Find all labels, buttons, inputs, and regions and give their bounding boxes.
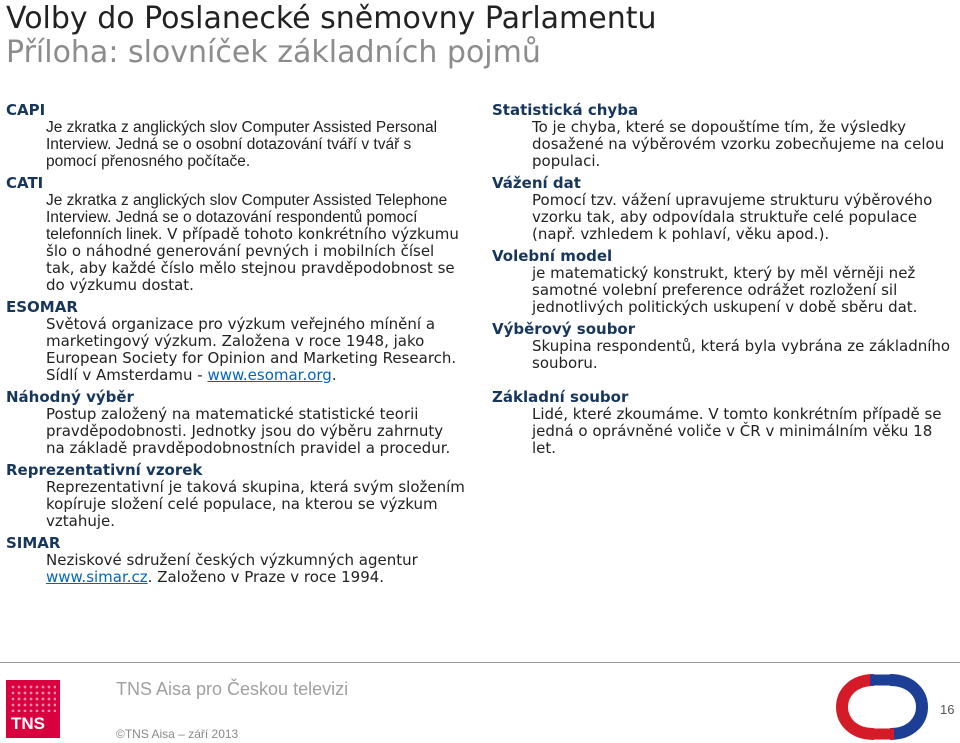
definition-simar-end: . Založeno v Praze v roce 1994. — [147, 568, 385, 586]
page-title: Volby do Poslanecké sněmovny Parlamentu — [6, 1, 657, 36]
term-election-model: Volební model — [492, 247, 613, 265]
glossary-entry-sample-set — [492, 321, 952, 372]
definition-random-sample: Postup založený na matematické statistické teorii pravděpodobnosti. Jednotky jsou do výběru zahrnuty na základě pravděpodobnostních pravidel a procedur. — [46, 405, 451, 457]
glossary-entry-weighting — [492, 175, 952, 243]
definition-simar-text: Neziskové sdružení českých výzkumných agentur — [46, 551, 418, 569]
footer-organization: TNS Aisa pro Českou televizi — [116, 679, 349, 699]
term-sample-set: Výběrový soubor — [492, 320, 636, 338]
page-number: 16 — [940, 702, 955, 717]
glossary-left-column — [6, 102, 466, 591]
term-weighting: Vážení dat — [492, 174, 581, 192]
tns-logo — [6, 680, 60, 738]
definition-simar — [46, 552, 466, 586]
definition-cati-part2: V případě tohoto konkrétního výzkumu šlo o náhodné generování pevných i mobilních čísel tak, aby každé číslo mělo stejnou pravděpodobnost se do výzkumu dostat. — [46, 225, 459, 294]
term-random-sample: Náhodný výběr — [6, 388, 134, 406]
definition-base-set: Lidé, které zkoumáme. V tomto konkrétním případě se jedná o oprávněné voliče v ČR v minimálním věku 18 let. — [532, 405, 942, 457]
definition-cati-part1: Je zkratka z anglických slov Computer Assisted Telephone Interview. Jedná se o dotazování respondentů pomocí telefonních linek. — [46, 192, 448, 243]
term-simar: SIMAR — [6, 534, 61, 552]
definition-esomar-end: . — [331, 366, 337, 384]
definition-esomar — [46, 316, 466, 384]
tns-logo-text: TNS — [11, 714, 45, 733]
footer-divider — [0, 662, 960, 663]
glossary-entry-esomar — [6, 299, 466, 384]
footer-copyright: ©TNS Aisa – září 2013 — [116, 727, 239, 741]
definition-capi: Je zkratka z anglických slov Computer Assisted Personal Interview. Jedná se o osobní dotazování tváří v tvář s pomocí přenosného počítače. — [46, 119, 438, 170]
term-cati: CATI — [6, 174, 44, 192]
ct-logo-right-arc — [890, 680, 922, 734]
ct-logo-left-arc — [842, 680, 874, 734]
glossary-entry-random-sample — [6, 389, 466, 457]
page-subtitle: Příloha: slovníček základních pojmů — [6, 35, 541, 70]
tns-logo-pattern — [10, 684, 56, 712]
glossary-entry-capi — [6, 102, 466, 170]
definition-statistical-error: To je chyba, které se dopouštíme tím, že výsledky dosažené na výběrovém vzorku zobecňujeme na celou populaci. — [532, 118, 945, 170]
term-capi: CAPI — [6, 101, 46, 119]
esomar-link[interactable]: www.esomar.org — [207, 366, 332, 384]
glossary-entry-election-model — [492, 248, 952, 316]
definition-election-model: je matematický konstrukt, který by měl věrněji než samotné volební preference odrážet rozložení sil jednotlivých politických uskupení v době sběru dat. — [532, 264, 918, 316]
term-base-set: Základní soubor — [492, 388, 629, 406]
simar-link[interactable]: www.simar.cz — [46, 568, 148, 586]
glossary-entry-statistical-error — [492, 102, 952, 170]
definition-esomar-text: Světová organizace pro výzkum veřejného mínění a marketingový výzkum. Založena v roce 1948, jako European Society for Opinion and Marketing Research. Sídlí v Amsterdamu - — [46, 315, 457, 384]
term-representative: Reprezentativní vzorek — [6, 461, 203, 479]
glossary-right-column — [492, 102, 952, 462]
glossary-entry-cati — [6, 175, 466, 294]
term-statistical-error: Statistická chyba — [492, 101, 639, 119]
definition-weighting: Pomocí tzv. vážení upravujeme strukturu výběrového vzorku tak, aby odpovídala struktuře celé populace (např. vzhledem k pohlaví, věku apod.). — [532, 191, 933, 243]
definition-cati — [46, 192, 466, 294]
ceska-televize-logo — [834, 674, 930, 740]
glossary-entry-simar — [6, 535, 466, 586]
glossary-entry-base-set — [492, 389, 952, 457]
definition-sample-set: Skupina respondentů, která byla vybrána ze základního souboru. — [532, 337, 951, 372]
term-esomar: ESOMAR — [6, 298, 78, 316]
glossary-entry-representative — [6, 462, 466, 530]
definition-representative: Reprezentativní je taková skupina, která svým složením kopíruje složení celé populace, na kterou se výzkum vztahuje. — [46, 478, 465, 530]
